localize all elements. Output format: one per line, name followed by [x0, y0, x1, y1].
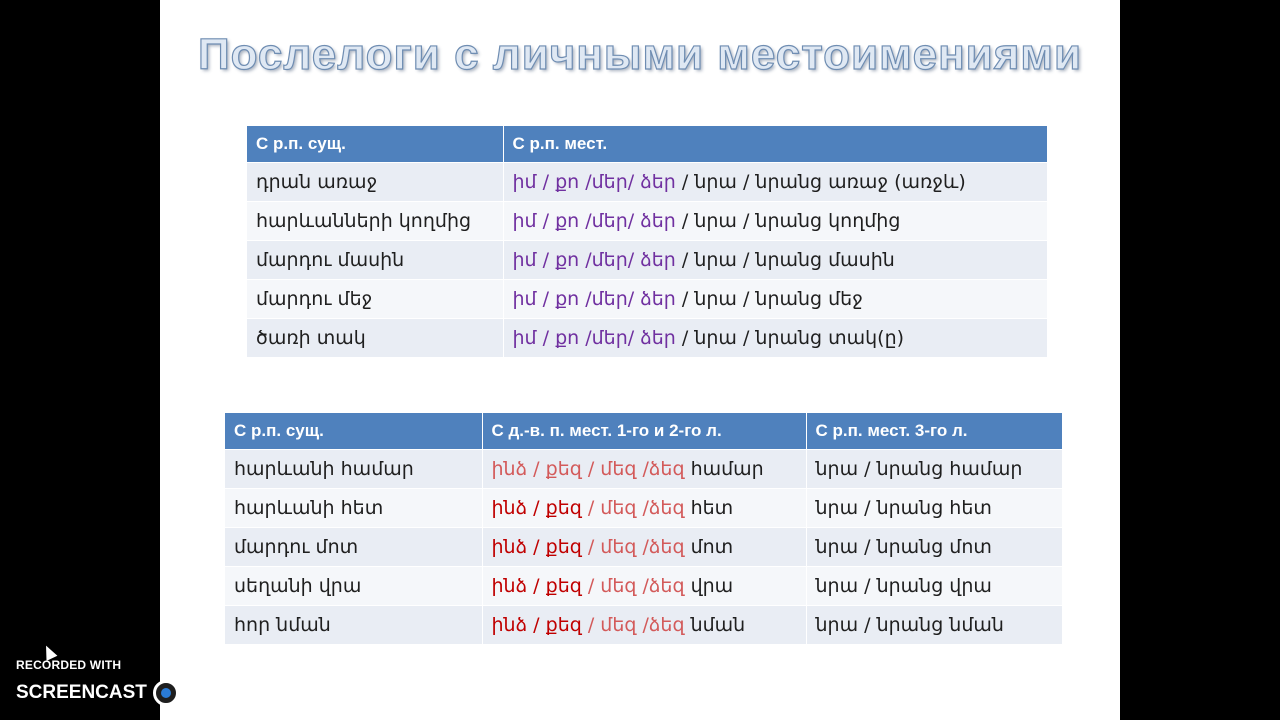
noun-cell: սեղանի վրա	[225, 567, 482, 606]
pronoun-sg: ինձ / քեզ	[491, 536, 582, 558]
postposition: վրա	[684, 575, 734, 597]
table-row	[225, 450, 1063, 489]
pronoun-pl: / մեզ /ձեզ	[581, 497, 685, 519]
pronoun-3-cell: նրա / նրանց հետ	[806, 489, 1063, 528]
watermark-brand-right: MATIC	[182, 682, 242, 703]
table-header-row	[247, 126, 1048, 163]
pronoun-forms: իմ / քո /մեր/ ձեր	[512, 171, 676, 193]
column-header: С р.п. сущ.	[247, 126, 503, 163]
pronoun-cell	[503, 319, 1048, 358]
pronoun-cell	[503, 280, 1048, 319]
noun-cell: մարդու մասին	[247, 241, 503, 280]
postposition: մոտ	[684, 536, 734, 558]
pronoun-forms: իմ / քո /մեր/ ձեր	[512, 288, 676, 310]
postposition: համար	[684, 458, 764, 480]
pronoun-12-cell	[482, 489, 806, 528]
screencast-watermark	[16, 658, 242, 706]
postpositions-table-1	[247, 126, 1048, 358]
table-row	[247, 280, 1048, 319]
pronoun-pl: / մեզ /ձեզ	[581, 536, 685, 558]
pronoun-cell	[503, 202, 1048, 241]
table-header-row	[225, 413, 1063, 450]
pronoun-3-cell: նրա / նրանց մոտ	[806, 528, 1063, 567]
pronoun-3-cell: նրա / նրանց վրա	[806, 567, 1063, 606]
table-row	[247, 241, 1048, 280]
watermark-recorded-with: RECORDED WITH	[16, 658, 122, 672]
pronoun-rest: / նրա / նրանց կողմից	[675, 210, 901, 232]
pronoun-cell	[503, 241, 1048, 280]
pronoun-sg: ինձ / քեզ	[491, 614, 582, 636]
column-header: С р.п. мест. 3-го л.	[806, 413, 1063, 450]
noun-cell: հարևանների կողմից	[247, 202, 503, 241]
table-row	[225, 606, 1063, 645]
noun-cell: հոր նման	[225, 606, 482, 645]
table-row	[247, 163, 1048, 202]
noun-cell: դրան առաջ	[247, 163, 503, 202]
table-row	[225, 489, 1063, 528]
pronoun-rest: / նրա / նրանց առաջ (առջև)	[675, 171, 966, 193]
pronoun-pl: / մեզ /ձեզ	[581, 458, 685, 480]
pronoun-pl: / մեզ /ձեզ	[581, 614, 685, 636]
pronoun-12-cell	[482, 606, 806, 645]
noun-cell: մարդու մեջ	[247, 280, 503, 319]
pronoun-sg: ինձ / քեզ	[491, 458, 582, 480]
postposition: հետ	[684, 497, 734, 519]
pronoun-pl: / մեզ /ձեզ	[581, 575, 685, 597]
noun-cell: ծառի տակ	[247, 319, 503, 358]
pronoun-forms: իմ / քո /մեր/ ձեր	[512, 249, 676, 271]
slide	[160, 0, 1120, 720]
slide-title: Послелоги с личными местоимениями	[197, 30, 1083, 79]
pronoun-forms: իմ / քո /մեր/ ձեր	[512, 327, 676, 349]
column-header: С р.п. мест.	[503, 126, 1048, 163]
table-row	[225, 528, 1063, 567]
pronoun-12-cell	[482, 450, 806, 489]
watermark-brand-left: SCREENCAST	[16, 682, 147, 703]
pronoun-rest: / նրա / նրանց տակ(ը)	[675, 327, 905, 349]
postposition: նման	[684, 614, 746, 636]
table-row	[225, 567, 1063, 606]
column-header: С д.-в. п. мест. 1-го и 2-го л.	[482, 413, 806, 450]
pronoun-rest: / նրա / նրանց մեջ	[675, 288, 863, 310]
watermark-brand	[16, 680, 242, 706]
table-row	[247, 202, 1048, 241]
pronoun-forms: իմ / քո /մեր/ ձեր	[512, 210, 676, 232]
pronoun-sg: ինձ / քեզ	[491, 575, 582, 597]
pronoun-sg: ինձ / քեզ	[491, 497, 582, 519]
pronoun-3-cell: նրա / նրանց նման	[806, 606, 1063, 645]
postpositions-table-2	[225, 413, 1063, 645]
noun-cell: հարևանի հետ	[225, 489, 482, 528]
column-header: С р.п. сущ.	[225, 413, 482, 450]
pronoun-12-cell	[482, 528, 806, 567]
pronoun-3-cell: նրա / նրանց համար	[806, 450, 1063, 489]
noun-cell: մարդու մոտ	[225, 528, 482, 567]
pronoun-cell	[503, 163, 1048, 202]
noun-cell: հարևանի համար	[225, 450, 482, 489]
pronoun-rest: / նրա / նրանց մասին	[675, 249, 895, 271]
table-row	[247, 319, 1048, 358]
pronoun-12-cell	[482, 567, 806, 606]
screencast-logo-icon	[153, 680, 179, 706]
